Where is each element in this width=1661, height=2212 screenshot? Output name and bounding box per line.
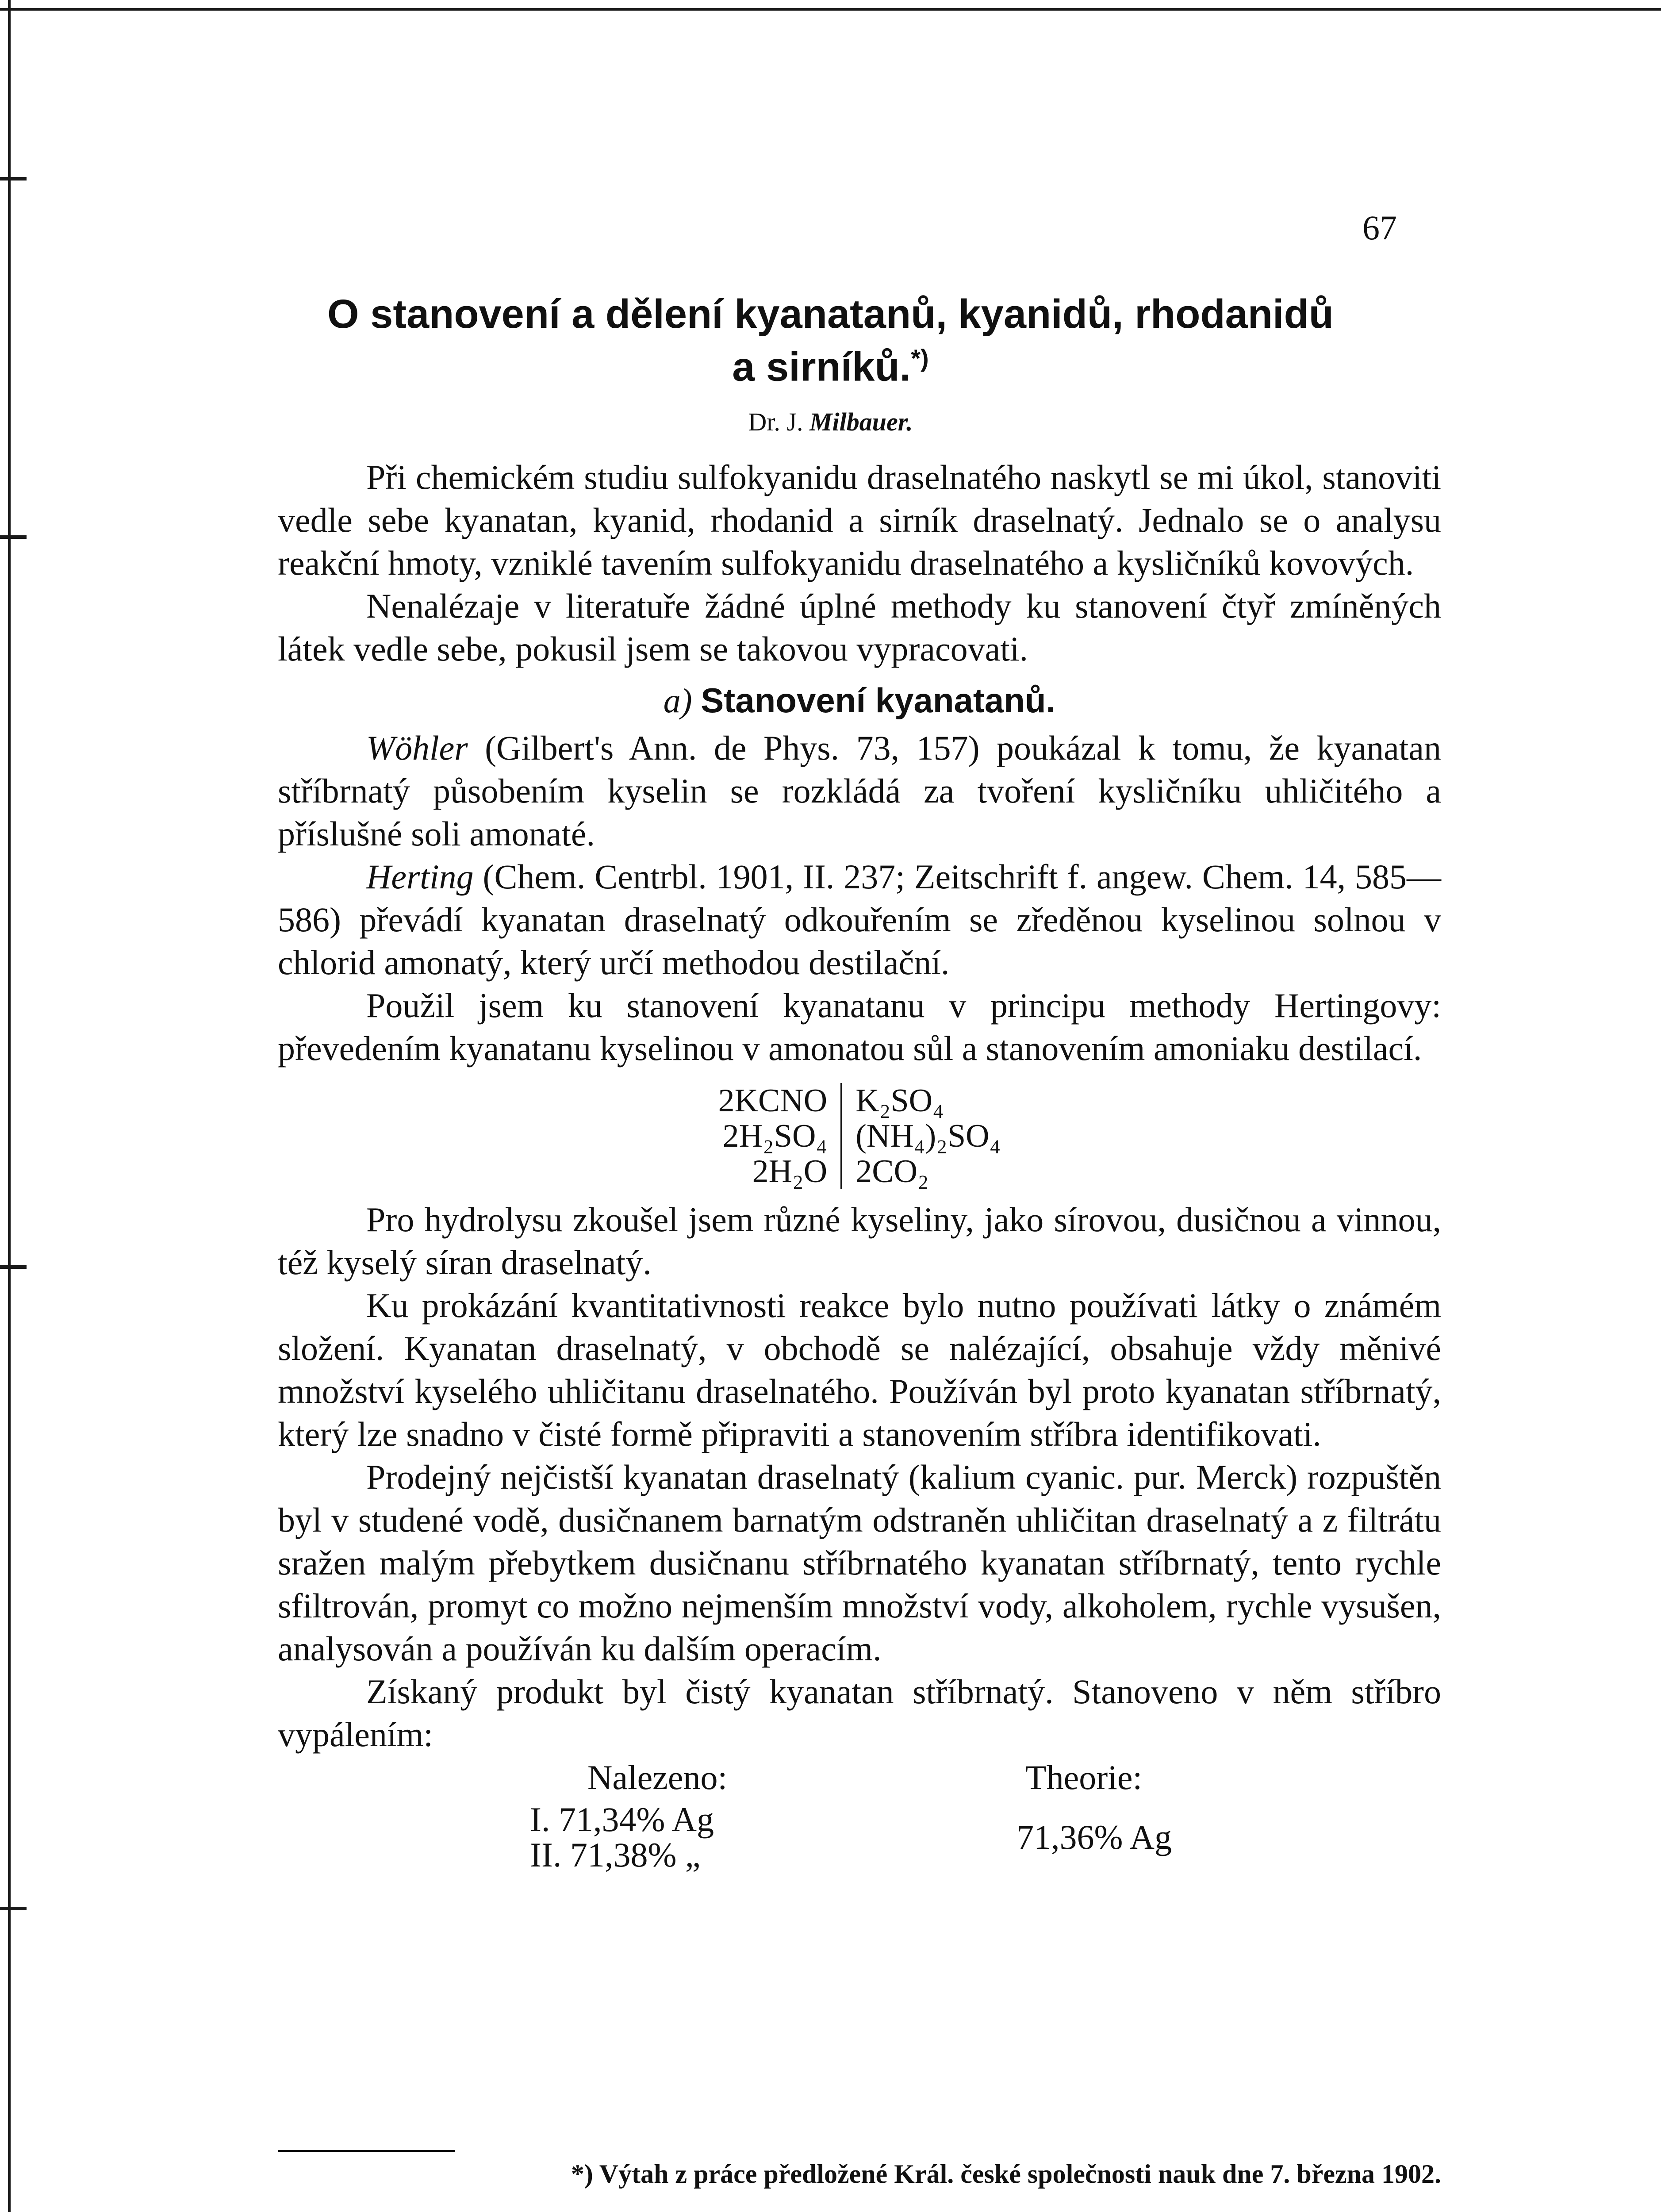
scan-tick — [0, 1907, 27, 1910]
result-row-2: II. 71,38% „ — [530, 1836, 701, 1874]
scan-tick — [0, 177, 27, 180]
paragraph: Pro hydrolysu zkoušel jsem různé kyseliny, jako sírovou, dusičnou a vinnou, též kyselý síran draselnatý. — [278, 1200, 1441, 1282]
title-line-2 — [0, 336, 1661, 389]
paragraph: Ku prokázání kvantitativnosti reakce bylo nutno používati látky o známém složení. Kyanatan draselnatý, v obchodě se nalézající, obsahuje vždy měnivé množství kyselého uhličitanu draselnatého. Používán byl proto kyanatan stříbrnatý, který lze snadno v čisté formě připraviti a stanovením stříbra identifikovati. — [278, 1286, 1441, 1453]
title-line-2-text: a sirníků. — [732, 344, 911, 390]
footnote-rule — [278, 2150, 455, 2152]
paragraph — [278, 726, 1441, 855]
scan-tick — [0, 535, 27, 539]
scan-border-top — [0, 8, 1661, 11]
theory-label: Theorie: — [1025, 1758, 1143, 1797]
author-name: Milbauer. — [809, 407, 913, 436]
reaction-equation — [278, 1083, 1441, 1189]
paragraph: Získaný produkt byl čistý kyanatan stříbrnatý. Stanoveno v něm stříbro vypálením: — [278, 1672, 1441, 1754]
products — [842, 1083, 1014, 1189]
section-heading-text: Stanovení kyanatanů. — [701, 681, 1056, 720]
title-footnote-mark: *) — [911, 344, 929, 372]
scan-tick — [0, 1265, 27, 1269]
paragraph: Použil jsem ku stanovení kyanatanu v principu methody Hertingovy: převedením kyanatanu kyselinou v amonatou sůl a stanovením amoniaku destilací. — [278, 986, 1441, 1068]
reactant: 2KCNO — [718, 1083, 828, 1119]
author — [0, 407, 1661, 437]
cited-author: Herting — [366, 857, 474, 896]
paragraph: Prodejný nejčistší kyanatan draselnatý (kalium cyanic. pur. Merck) rozpuštěn byl v studené vodě, dusičnanem barnatým odstraněn uhličitan draselnatý a z filtrátu sražen malým přebytkem dusičnanu stříbrnatého kyanatan stříbrnatý, tento rychle sfiltrován, promyt co možno nejmenším množství vody, alkoholem, rychle vysušen, analysován a používán ku dalším operacím. — [278, 1458, 1441, 1668]
paragraph: Při chemickém studiu sulfokyanidu draselnatého naskytl se mi úkol, stanoviti vedle sebe kyanatan, kyanid, rhodanid a sirník draselnatý. Jednalo se o analysu reakční hmoty, vzniklé tavením sulfokyanidu draselnatého a kysličníků kovových. — [278, 458, 1441, 582]
found-label: Nalezeno: — [587, 1758, 728, 1797]
article-title — [0, 292, 1661, 389]
footnote: *) Výtah z práce předložené Král. české společnosti nauk dne 7. března 1902. — [571, 2159, 1441, 2189]
reactants — [705, 1083, 843, 1189]
title-line-1: O stanovení a dělení kyanatanů, kyanidů, rhodanidů — [327, 292, 1334, 337]
author-prefix: Dr. J. — [748, 407, 803, 436]
paragraph-text: (Gilbert's Ann. de Phys. 73, 157) poukázal k tomu, že kyanatan stříbrnatý působením kyselin se rozkládá za tvoření kysličníku uhličitého a příslušné soli amonaté. — [278, 729, 1441, 853]
article-body — [278, 456, 1441, 1884]
product: (NH₄)₂SO₄ — [855, 1118, 1001, 1154]
product: K₂SO₄ — [855, 1083, 944, 1119]
reactant: 2H₂O — [752, 1153, 828, 1190]
paragraph — [278, 855, 1441, 984]
result-row-1: I. 71,34% Ag — [530, 1800, 714, 1839]
theory-value: 71,36% Ag — [1017, 1818, 1172, 1856]
product: 2CO₂ — [855, 1153, 929, 1190]
results-table — [278, 1756, 1441, 1884]
page-number: 67 — [1362, 208, 1397, 247]
section-heading — [278, 679, 1441, 722]
paragraph-text: (Chem. Centrbl. 1901, II. 237; Zeitschrift f. angew. Chem. 14, 585—586) převádí kyanatan draselnatý odkouřením se zředěnou kyselinou solnou v chlorid amonatý, který určí methodou destilační. — [278, 857, 1441, 982]
cited-author: Wöhler — [366, 729, 468, 767]
reactant: 2H₂SO₄ — [722, 1118, 828, 1154]
paragraph: Nenalézaje v literatuře žádné úplné methody ku stanovení čtyř zmíněných látek vedle sebe, pokusil jsem se takovou vypracovati. — [278, 587, 1441, 668]
section-heading-letter: a) — [663, 681, 692, 720]
